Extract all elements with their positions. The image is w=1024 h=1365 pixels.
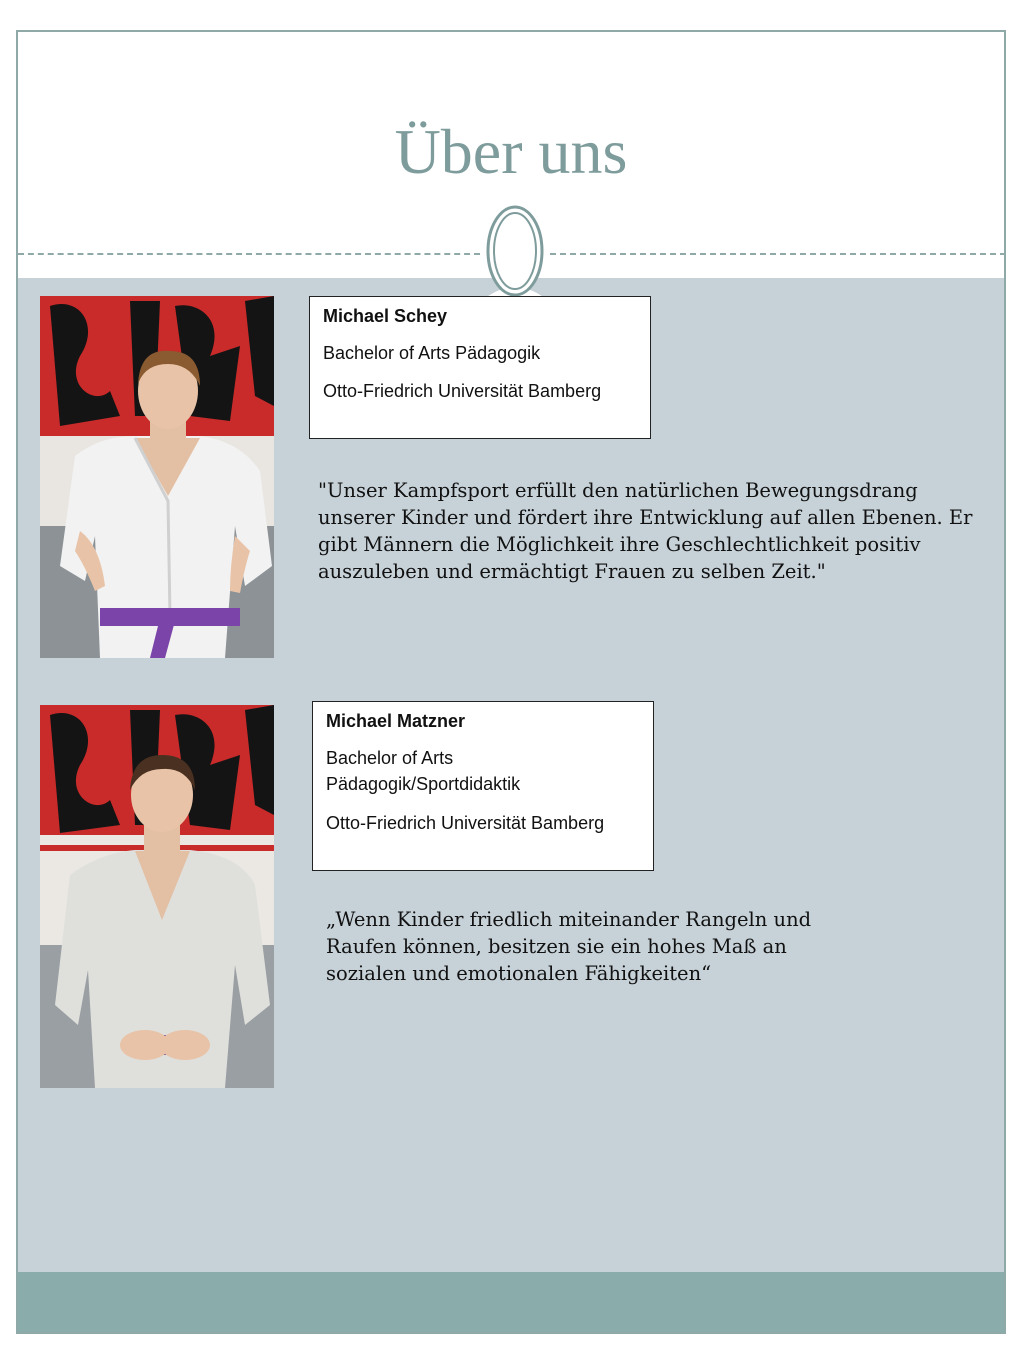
person-degree: Bachelor of Arts Pädagogik (323, 343, 541, 364)
person-university: Otto-Friedrich Universität Bamberg (323, 381, 602, 402)
person-name: Michael Schey (323, 306, 448, 326)
divider-right (550, 253, 1006, 255)
person-university: Otto-Friedrich Universität Bamberg (326, 812, 605, 833)
info-box-michael-schey (309, 296, 651, 439)
footer-bar (18, 1272, 1004, 1334)
quote-michael-schey: "Unser Kampfsport erfüllt den natürlichen Bewegungsdrang unserer Kinder und fördert ihre Entwicklung auf allen Ebenen. Er gibt Männern die Möglichkeit ihre Geschlechtlichkeit positiv auszuleben und ermächtigt Frauen zu selben Zeit." (318, 479, 973, 583)
photo-michael-schey (40, 296, 274, 658)
page-title: Über uns (394, 116, 628, 187)
person-degree-line1: Bachelor of Arts (326, 748, 454, 769)
quote-michael-matzner: „Wenn Kinder friedlich miteinander Rangeln und Raufen können, besitzen sie ein hohes Maß an sozialen und emotionalen Fähigkeiten“ (326, 908, 812, 985)
photo-michael-matzner (40, 705, 274, 1088)
divider-left (18, 253, 480, 255)
info-box-michael-matzner (312, 701, 654, 871)
oval-ornament-icon (476, 198, 554, 308)
slide (16, 30, 1006, 1334)
person-degree-line2: Pädagogik/Sportdidaktik (326, 774, 521, 795)
person-name: Michael Matzner (326, 711, 466, 731)
